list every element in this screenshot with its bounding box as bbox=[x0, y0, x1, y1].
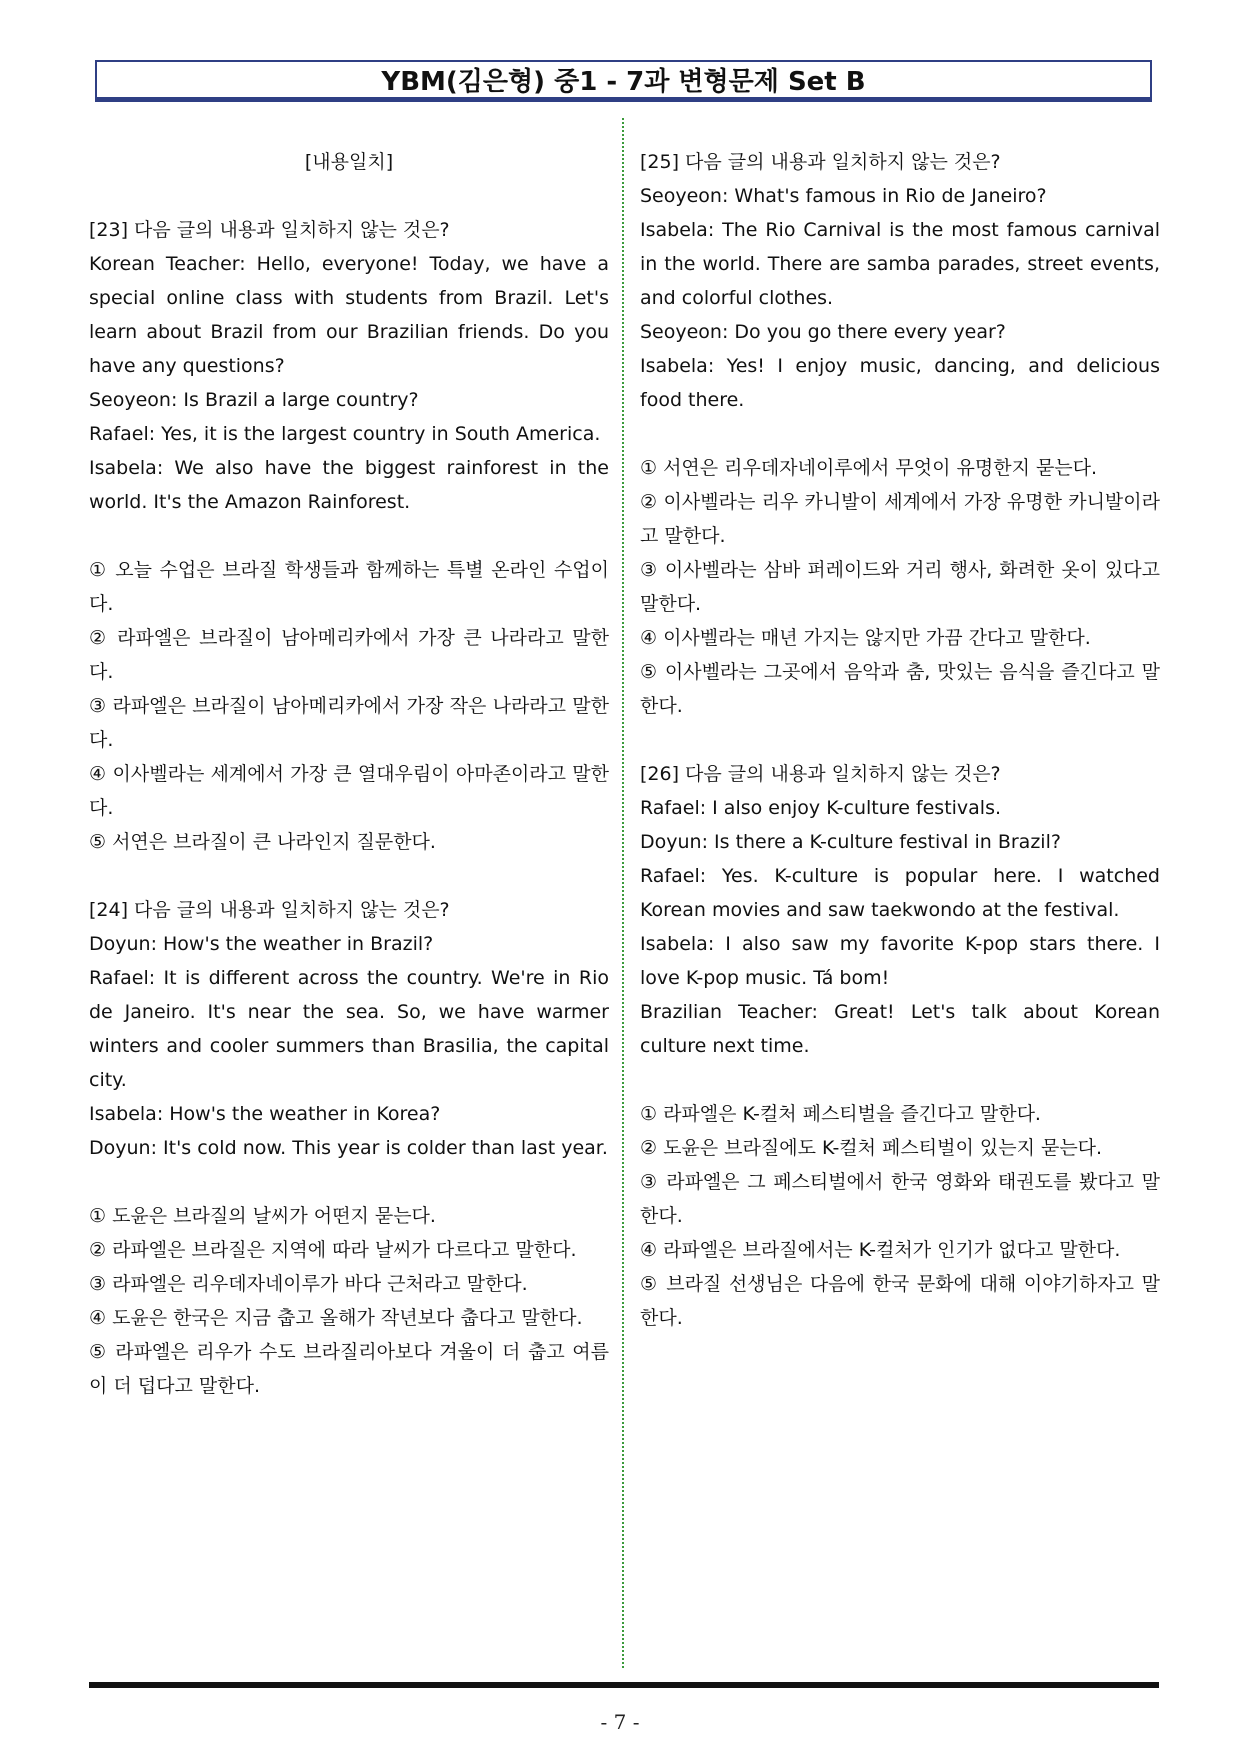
passage-line: Doyun: It's cold now. This year is colder than last year. bbox=[89, 1137, 608, 1159]
question-prompt: [26] 다음 글의 내용과 일치하지 않는 것은? bbox=[640, 763, 1001, 785]
left-column bbox=[89, 145, 609, 1403]
answer-choice: ④ 이사벨라는 세계에서 가장 큰 열대우림이 아마존이라고 말한다. bbox=[89, 763, 609, 819]
passage-line: Brazilian Teacher: Great! Let's talk about Korean culture next time. bbox=[640, 1001, 1160, 1057]
question-26 bbox=[640, 757, 1160, 1335]
spacer bbox=[89, 859, 609, 893]
passage-line: Seoyeon: Is Brazil a large country? bbox=[89, 389, 419, 411]
spacer bbox=[89, 519, 609, 553]
page-number: - 7 - bbox=[600, 1710, 640, 1734]
answer-choice: ① 오늘 수업은 브라질 학생들과 함께하는 특별 온라인 수업이다. bbox=[89, 559, 609, 615]
answer-choice: ③ 라파엘은 브라질이 남아메리카에서 가장 작은 나라라고 말한다. bbox=[89, 695, 609, 751]
page-title-text: YBM(김은형) 중1 - 7과 변형문제 Set B bbox=[381, 67, 866, 97]
answer-choice: ③ 이사벨라는 삼바 퍼레이드와 거리 행사, 화려한 옷이 있다고 말한다. bbox=[640, 559, 1160, 615]
passage-line: Seoyeon: Do you go there every year? bbox=[640, 321, 1006, 343]
spacer bbox=[640, 723, 1160, 757]
answer-choice: ① 라파엘은 K-컬처 페스티벌을 즐긴다고 말한다. bbox=[640, 1103, 1041, 1125]
question-24 bbox=[89, 893, 609, 1403]
passage-line: Rafael: I also enjoy K-culture festivals. bbox=[640, 797, 1002, 819]
answer-choice: ⑤ 서연은 브라질이 큰 나라인지 질문한다. bbox=[89, 831, 436, 853]
passage-line: Isabela: We also have the biggest rainforest in the world. It's the Amazon Rainforest. bbox=[89, 457, 609, 513]
column-divider bbox=[622, 118, 624, 1668]
answer-choice: ② 도윤은 브라질에도 K-컬처 페스티벌이 있는지 묻는다. bbox=[640, 1137, 1103, 1159]
question-23 bbox=[89, 213, 609, 859]
question-prompt: [23] 다음 글의 내용과 일치하지 않는 것은? bbox=[89, 219, 450, 241]
answer-choice: ③ 라파엘은 그 페스티벌에서 한국 영화와 태권도를 봤다고 말한다. bbox=[640, 1171, 1160, 1227]
right-column bbox=[640, 145, 1160, 1335]
passage-line: Rafael: Yes. K-culture is popular here. I watched Korean movies and saw taekwondo at the festival. bbox=[640, 865, 1160, 921]
spacer bbox=[640, 1063, 1160, 1097]
passage-line: Isabela: The Rio Carnival is the most famous carnival in the world. There are samba parades, street events, and colorful clothes. bbox=[640, 219, 1160, 309]
passage-line: Seoyeon: What's famous in Rio de Janeiro? bbox=[640, 185, 1047, 207]
page-title bbox=[95, 60, 1152, 102]
passage-line: Isabela: I also saw my favorite K-pop stars there. I love K-pop music. Tá bom! bbox=[640, 933, 1160, 989]
answer-choice: ④ 이사벨라는 매년 가지는 않지만 가끔 간다고 말한다. bbox=[640, 627, 1091, 649]
passage-line: Rafael: Yes, it is the largest country in South America. bbox=[89, 423, 601, 445]
passage-line: Rafael: It is different across the country. We're in Rio de Janeiro. It's near the sea. So, we have warmer winters and cooler summers than Brasilia, the capital city. bbox=[89, 967, 609, 1091]
answer-choice: ① 도윤은 브라질의 날씨가 어떤지 묻는다. bbox=[89, 1205, 436, 1227]
answer-choice: ② 이사벨라는 리우 카니발이 세계에서 가장 유명한 카니발이라고 말한다. bbox=[640, 491, 1160, 547]
passage-line: Doyun: Is there a K-culture festival in Brazil? bbox=[640, 831, 1061, 853]
answer-choice: ⑤ 브라질 선생님은 다음에 한국 문화에 대해 이야기하자고 말한다. bbox=[640, 1273, 1160, 1329]
answer-choice: ② 라파엘은 브라질이 남아메리카에서 가장 큰 나라라고 말한다. bbox=[89, 627, 609, 683]
answer-choice: ⑤ 라파엘은 리우가 수도 브라질리아보다 겨울이 더 춥고 여름이 더 덥다고 말한다. bbox=[89, 1341, 609, 1397]
answer-choice: ④ 도윤은 한국은 지금 춥고 올해가 작년보다 춥다고 말한다. bbox=[89, 1307, 583, 1329]
passage-line: Doyun: How's the weather in Brazil? bbox=[89, 933, 434, 955]
spacer bbox=[89, 179, 609, 213]
spacer bbox=[89, 1165, 609, 1199]
question-prompt: [24] 다음 글의 내용과 일치하지 않는 것은? bbox=[89, 899, 450, 921]
footer-rule bbox=[89, 1682, 1159, 1688]
passage-line: Korean Teacher: Hello, everyone! Today, we have a special online class with students from Brazil. Let's learn about Brazil from our Brazilian friends. Do you have any questions? bbox=[89, 253, 609, 377]
answer-choice: ⑤ 이사벨라는 그곳에서 음악과 춤, 맛있는 음식을 즐긴다고 말한다. bbox=[640, 661, 1160, 717]
passage-line: Isabela: How's the weather in Korea? bbox=[89, 1103, 441, 1125]
spacer bbox=[640, 417, 1160, 451]
answer-choice: ③ 라파엘은 리우데자네이루가 바다 근처라고 말한다. bbox=[89, 1273, 528, 1295]
answer-choice: ① 서연은 리우데자네이루에서 무엇이 유명한지 묻는다. bbox=[640, 457, 1098, 479]
passage-line: Isabela: Yes! I enjoy music, dancing, and delicious food there. bbox=[640, 355, 1160, 411]
answer-choice: ② 라파엘은 브라질은 지역에 따라 날씨가 다르다고 말한다. bbox=[89, 1239, 577, 1261]
section-label: [내용일치] bbox=[304, 151, 394, 173]
question-25 bbox=[640, 145, 1160, 723]
question-prompt: [25] 다음 글의 내용과 일치하지 않는 것은? bbox=[640, 151, 1001, 173]
answer-choice: ④ 라파엘은 브라질에서는 K-컬처가 인기가 없다고 말한다. bbox=[640, 1239, 1121, 1261]
